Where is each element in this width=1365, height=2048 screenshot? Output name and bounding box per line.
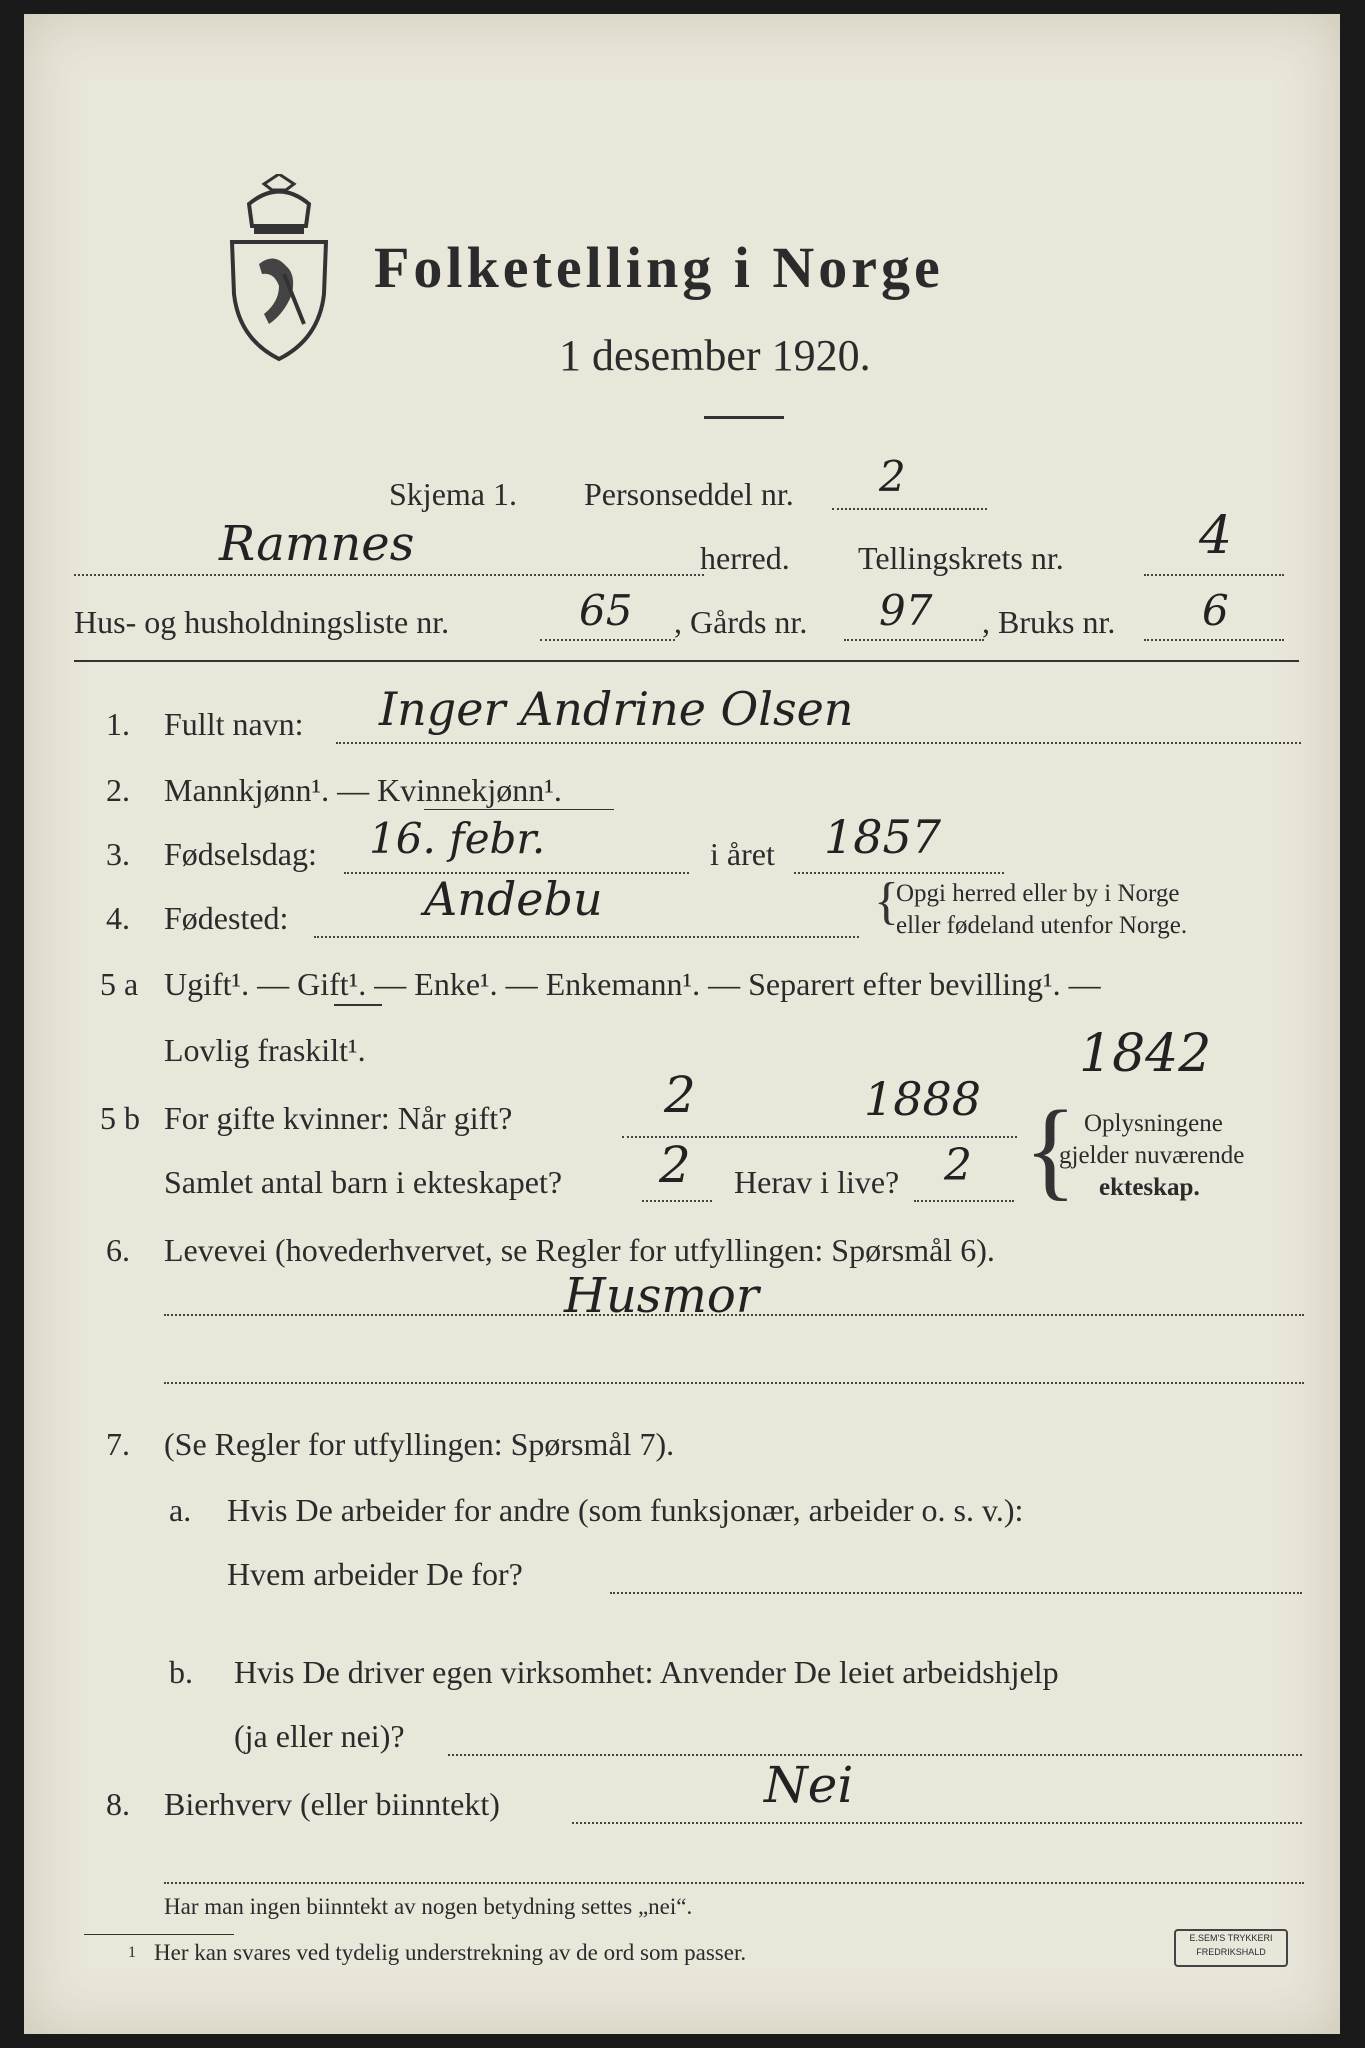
form-title: Folketelling i Norge (374, 235, 944, 300)
birthplace-note-2: eller fødeland utenfor Norge. (896, 912, 1188, 939)
q7a-line-1: Hvis De arbeider for andre (som funksjonær, arbeider o. s. v.): (227, 1492, 1024, 1528)
herred-label: herred. (700, 540, 790, 576)
q8-number: 8. (106, 1786, 130, 1822)
q5a-number: 5 a (100, 966, 139, 1002)
bruks-value[interactable]: 6 (1202, 586, 1229, 635)
printer-stamp-line-1: E.SEM'S TRYKKERI (1189, 1933, 1273, 1943)
q5b-number: 5 b (100, 1100, 140, 1136)
hired-help-line[interactable] (448, 1754, 1302, 1756)
extra-year-annotation: 1842 (1079, 1024, 1212, 1084)
full-name-value[interactable]: Inger Andrine Olsen (379, 682, 854, 736)
q8-label: Bierhverv (eller biinntekt) (164, 1786, 500, 1822)
personseddel-value[interactable]: 2 (879, 452, 906, 501)
children-alive-value[interactable]: 2 (944, 1140, 972, 1191)
side-income-line (572, 1822, 1302, 1824)
side-income-value[interactable]: Nei (764, 1756, 854, 1814)
hus-line (540, 639, 675, 641)
marital-status-options[interactable]: Ugift¹. — Gift¹. — Enke¹. — Enkemann¹. — Separert efter bevilling¹. — (164, 966, 1101, 1002)
children-total-label: Samlet antal barn i ekteskapet? (164, 1164, 563, 1200)
personseddel-label: Personseddel nr. (584, 476, 794, 512)
q7-number: 7. (106, 1426, 130, 1462)
q2-number: 2. (106, 772, 130, 808)
skjema-label: Skjema 1. (389, 476, 517, 512)
children-total-line (642, 1200, 712, 1202)
header-separator (74, 660, 1299, 662)
q4-label: Fødested: (164, 900, 289, 936)
birthplace-brace: { (874, 873, 899, 930)
q1-number: 1. (106, 706, 130, 742)
footnote-text: Her kan svares ved tydelig understrekning av de ord som passer. (154, 1940, 747, 1965)
birthday-value[interactable]: 16. febr. (369, 814, 546, 863)
kvinnekjonn-underline (424, 809, 614, 810)
herred-line (74, 574, 704, 576)
birthplace-note-1: Opgi herred eller by i Norge (896, 880, 1180, 907)
tellingskrets-line (1144, 574, 1284, 576)
marriage-note-brace: { (1024, 1088, 1077, 1210)
hus-value[interactable]: 65 (579, 586, 633, 635)
hus-label: Hus- og husholdningsliste nr. (74, 604, 450, 640)
gards-line (844, 639, 984, 641)
bruks-line (1144, 639, 1284, 641)
q7b-letter: b. (169, 1654, 193, 1690)
q1-line (336, 742, 1301, 744)
q7a-line-2: Hvem arbeider De for? (227, 1556, 523, 1592)
footnote-mark: 1 (128, 1944, 136, 1961)
occupation-line-2 (164, 1382, 1304, 1384)
printer-stamp-line-2: FREDRIKSHALD (1196, 1947, 1266, 1957)
tellingskrets-value[interactable]: 4 (1199, 506, 1233, 566)
q6-number: 6. (106, 1232, 130, 1268)
norwegian-coat-of-arms-icon (224, 174, 334, 364)
bruks-label: , Bruks nr. (982, 604, 1116, 640)
year-label: i året (710, 836, 775, 872)
gift-underline (334, 1004, 382, 1006)
herred-value[interactable]: Ramnes (219, 516, 415, 572)
employer-line[interactable] (610, 1592, 1302, 1594)
gards-value[interactable]: 97 (879, 586, 933, 635)
q7-label: (Se Regler for utfyllingen: Spørsmål 7). (164, 1426, 675, 1462)
side-income-line-2 (164, 1882, 1304, 1884)
title-divider (704, 416, 784, 419)
q1-label: Fullt navn: (164, 706, 304, 742)
birthplace-line (314, 936, 859, 938)
lovlig-fraskilt-option[interactable]: Lovlig fraskilt¹. (164, 1032, 366, 1068)
personseddel-line (832, 508, 987, 510)
gards-label: , Gårds nr. (674, 604, 808, 640)
marriage-note-2: gjelder nuværende (1059, 1142, 1245, 1169)
census-date: 1 desember 1920. (559, 331, 871, 380)
tellingskrets-label: Tellingskrets nr. (858, 540, 1064, 576)
occupation-line-1 (164, 1314, 1304, 1316)
married-day-value[interactable]: 2 (664, 1066, 696, 1124)
birth-year-value[interactable]: 1857 (824, 810, 942, 864)
q6-label: Levevei (hovederhvervet, se Regler for utfyllingen: Spørsmål 6). (164, 1232, 995, 1268)
occupation-value[interactable]: Husmor (564, 1268, 759, 1324)
birthplace-value[interactable]: Andebu (424, 872, 603, 926)
married-when-label: For gifte kvinner: Når gift? (164, 1100, 513, 1136)
q3-label: Fødselsdag: (164, 836, 317, 872)
q7a-letter: a. (169, 1492, 192, 1528)
footer-note: Har man ingen biinntekt av nogen betydning settes „nei“. (164, 1894, 693, 1919)
q3-number: 3. (106, 836, 130, 872)
printer-stamp (1174, 1929, 1288, 1967)
gender-options[interactable]: Mannkjønn¹. — Kvinnekjønn¹. (164, 772, 562, 808)
census-form-page (24, 14, 1340, 2034)
marriage-note-1: Oplysningene (1084, 1110, 1223, 1137)
q7b-line-1: Hvis De driver egen virksomhet: Anvender De leiet arbeidshjelp (234, 1654, 1059, 1690)
q7b-line-2: (ja eller nei)? (234, 1718, 405, 1754)
children-alive-label: Herav i live? (734, 1164, 900, 1200)
q4-number: 4. (106, 900, 130, 936)
marriage-note-3: ekteskap. (1099, 1174, 1200, 1201)
married-year-value[interactable]: 1888 (864, 1072, 982, 1126)
birth-year-line (794, 872, 1004, 874)
footnote-rule (84, 1934, 234, 1935)
children-alive-line (914, 1200, 1014, 1202)
children-total-value[interactable]: 2 (659, 1136, 691, 1194)
